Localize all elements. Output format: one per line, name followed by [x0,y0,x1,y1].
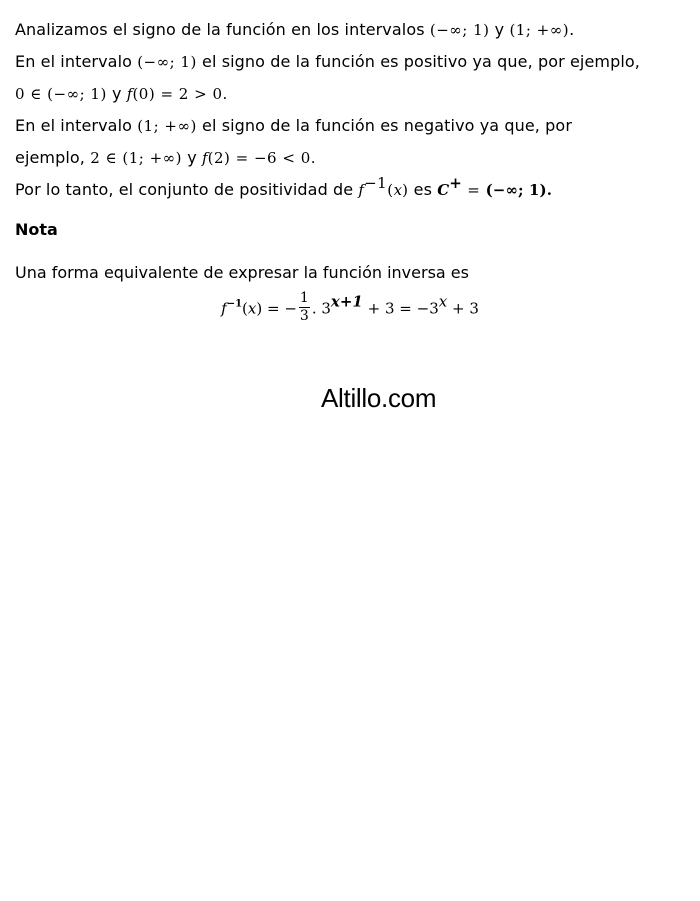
math-variable: x [393,181,403,199]
math-paren: ( [242,299,248,318]
math-variable: x [247,299,257,318]
paragraph-line-3 [15,78,695,110]
fraction-numerator: 1 [299,290,309,306]
math-expression: (2) = −6 < 0. [207,149,317,167]
text-segment: es [408,180,438,199]
math-function: f [358,181,365,199]
paragraph-line-1 [15,14,695,46]
note-heading: Nota [15,220,58,239]
text-segment: . [546,181,553,199]
math-superscript: −1 [226,298,243,310]
text-segment: . [569,20,575,39]
math-equals: = [461,181,486,199]
math-interval: (−∞; 1) [429,21,490,39]
text-segment: y [106,84,127,103]
math-set-symbol: C [437,181,450,199]
math-paren: ( [387,181,394,199]
math-term: + 3 = −3 [362,299,439,318]
math-term: . 3 [311,299,331,318]
paragraph-line-4 [15,110,695,142]
fraction-denominator: 3 [299,308,309,324]
paragraph-line-2 [15,46,695,78]
math-interval: (1; +∞) [137,117,197,135]
math-interval: (1; +∞) [509,21,570,39]
math-interval: (−∞; 1) [137,53,197,71]
math-expression: (0) = 2 > 0. [132,85,228,103]
math-exponent: x+1 [330,292,363,311]
text-segment: En el intervalo [15,52,138,71]
text-segment: En el intervalo [15,116,138,135]
text-segment: y [489,20,510,39]
math-expression: 2 ∈ (1; +∞) [90,149,183,167]
math-term: + 3 [447,299,479,318]
text-segment: el signo de la función es negativo ya que, por [196,116,573,135]
math-superscript: + [449,174,462,192]
math-equals: = − [262,299,297,318]
paragraph-line-5 [15,142,695,174]
watermark-logo: Altillo.com [321,383,437,413]
math-result-interval: (−∞; 1) [485,181,547,199]
math-function: f [221,299,227,318]
math-exponent: x [438,292,448,311]
math-superscript: −1 [364,174,388,192]
text-segment: el signo de la función es positivo ya que, por ejemplo, [196,52,640,71]
text-segment: Analizamos el signo de la función en los intervalos [15,20,430,39]
math-expression: 0 ∈ (−∞; 1) [15,85,107,103]
inverse-function-formula [0,292,700,327]
math-paren: ) [256,299,263,318]
math-function: f [126,85,133,103]
math-fraction [299,290,310,325]
paragraph-line-6 [15,174,695,206]
math-paren: ) [402,181,409,199]
text-segment: ejemplo, [15,148,91,167]
math-function: f [201,149,208,167]
note-text: Una forma equivalente de expresar la función inversa es [15,263,469,282]
text-segment: Por lo tanto, el conjunto de positividad de [15,180,359,199]
text-segment: y [182,148,202,167]
document-body [15,14,695,284]
